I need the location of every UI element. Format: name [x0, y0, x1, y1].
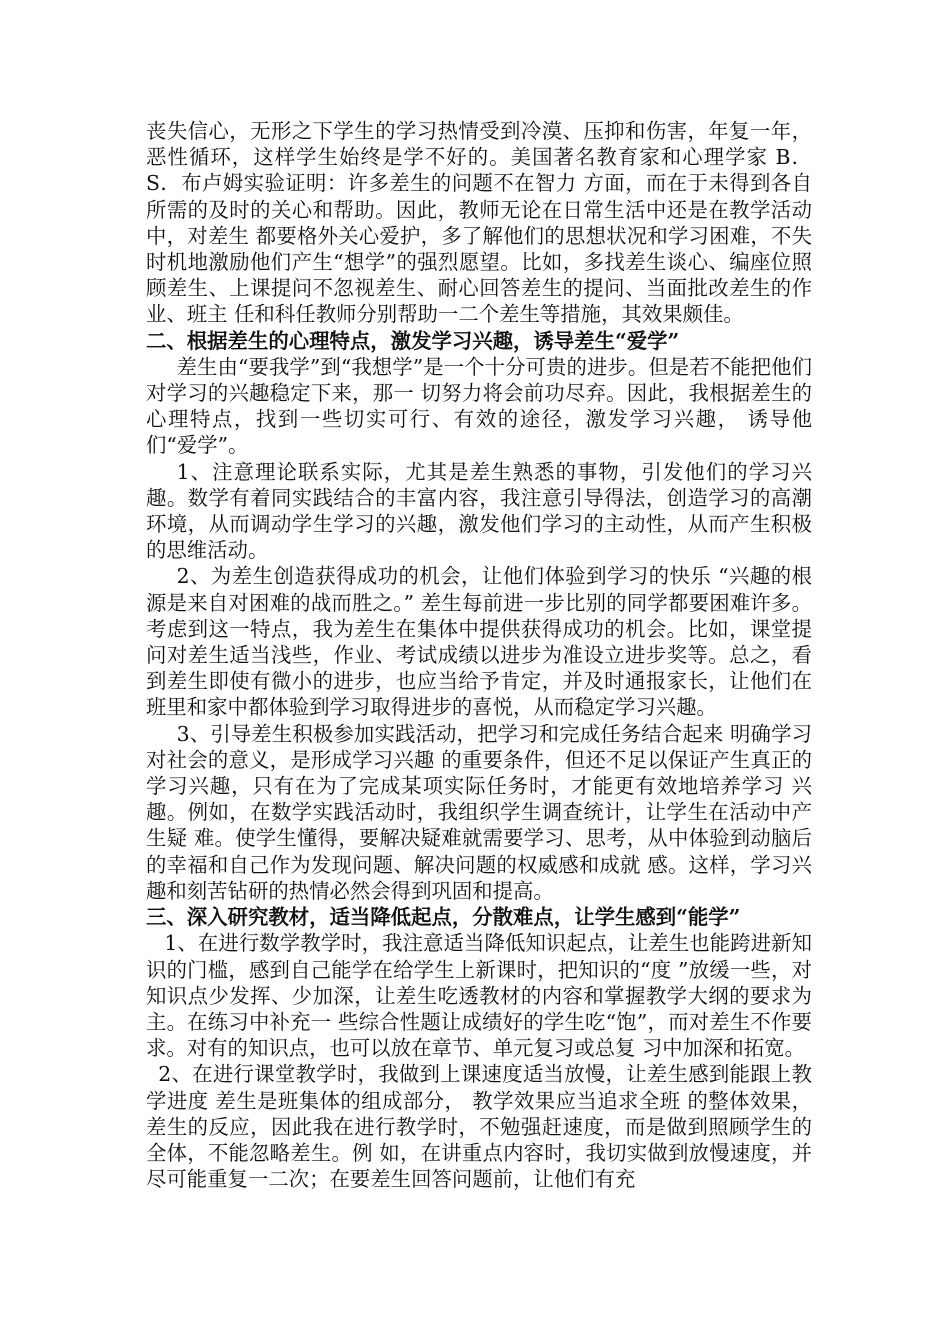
paragraph-point-2: 2、为差生创造获得成功的机会，让他们体验到学习的快乐 “兴趣的根源是来自对困难的战而胜之。” 差生每前进一步比别的同学都要困难许多。考虑到这一特点，我为差生在集体中提供获得成功的机会。比如，课堂提问对差生适当浅些，作业、考试成绩以进步为准设立进步奖等。总之，看到差生即使有微小的进步，也应当给予肯定，并及时通报家长，让他们在班里和家中都体验到学习取得进步的喜悦，从而稳定学习兴趣。 [146, 564, 812, 720]
section-heading-2: 二、根据差生的心理特点，激发学习兴趣，诱导差生“爱学” [146, 328, 680, 353]
paragraph-intro: 丧失信心，无形之下学生的学习热情受到冷漠、压抑和伤害，年复一年，恶性循环，这样学生始终是学不好的。美国著名教育家和心理学家 B．S．布卢姆实验证明：许多差生的问题不在智力 方面，而在于未得到各自所需的及时的关心和帮助。因此，教师无论在日常生活中还是在教学活动中，对差生 都要格外关心爱护，多了解他们的思想状况和学习困难，不失时机地激励他们产生“想学”的强烈愿望。比如，多找差生谈心、编座位照顾差生、上课提问不忽视差生、耐心回答差生的提问、当面批改差生的作业、班主 任和科任教师分别帮助一二个差生等措施，其效果颇佳。 [146, 119, 812, 327]
paragraph-section-2-intro: 差生由“要我学”到“我想学”是一个十分可贵的进步。但是若不能把他们对学习的兴趣稳定下来，那一 切努力将会前功尽弃。因此，我根据差生的心理特点，找到一些切实可行、有效的途径，激发学习兴趣， 诱导他们“爱学”。 [146, 354, 812, 458]
document-page [146, 118, 812, 1192]
paragraph-point-1: 1、注意理论联系实际，尤其是差生熟悉的事物，引发他们的学习兴趣。数学有着同实践结合的丰富内容，我注意引导得法，创造学习的高潮环境，从而调动学生学习的兴趣，激发他们学习的主动性，从而产生积极的思维活动。 [146, 459, 812, 563]
paragraph-section-3-point-1: 1、在进行数学教学时，我注意适当降低知识起点，让差生也能跨进新知识的门槛，感到自己能学在给学生上新课时，把知识的“度 ”放缓一些，对知识点少发挥、少加深，让差生吃透教材的内容和掌握教学大纲的要求为主。在练习中补充一 些综合性题让成绩好的学生吃“饱”，而对差生不作要求。对有的知识点，也可以放在章节、单元复习或总复 习中加深和拓宽。 [146, 931, 812, 1061]
paragraph-point-3: 3、引导差生积极参加实践活动，把学习和完成任务结合起来 明确学习对社会的意义，是形成学习兴趣 的重要条件，但还不足以保证产生真正的学习兴趣，只有在为了完成某项实际任务时，才能更有效地培养学习 兴趣。例如，在数学实践活动时，我组织学生调查统计，让学生在活动中产生疑 难。使学生懂得，要解决疑难就需要学习、思考，从中体验到动脑后的幸福和自己作为发现问题、解决问题的权威感和成就 感。这样，学习兴趣和刻苦钻研的热情必然会得到巩固和提高。 [146, 721, 812, 903]
paragraph-section-3-point-2: 2、在进行课堂教学时，我做到上课速度适当放慢，让差生感到能跟上教学进度 差生是班集体的组成部分， 教学效果应当追求全班 的整体效果，差生的反应，因此我在进行教学时，不勉强赶速度，而是做到照顾学生的全体，不能忽略差生。例 如，在讲重点内容时，我切实做到放慢速度，并尽可能重复一二次；在要差生回答问题前，让他们有充 [146, 1062, 812, 1192]
section-heading-3: 三、深入研究教材，适当降低起点，分散难点，让学生感到“能学” [146, 905, 741, 930]
